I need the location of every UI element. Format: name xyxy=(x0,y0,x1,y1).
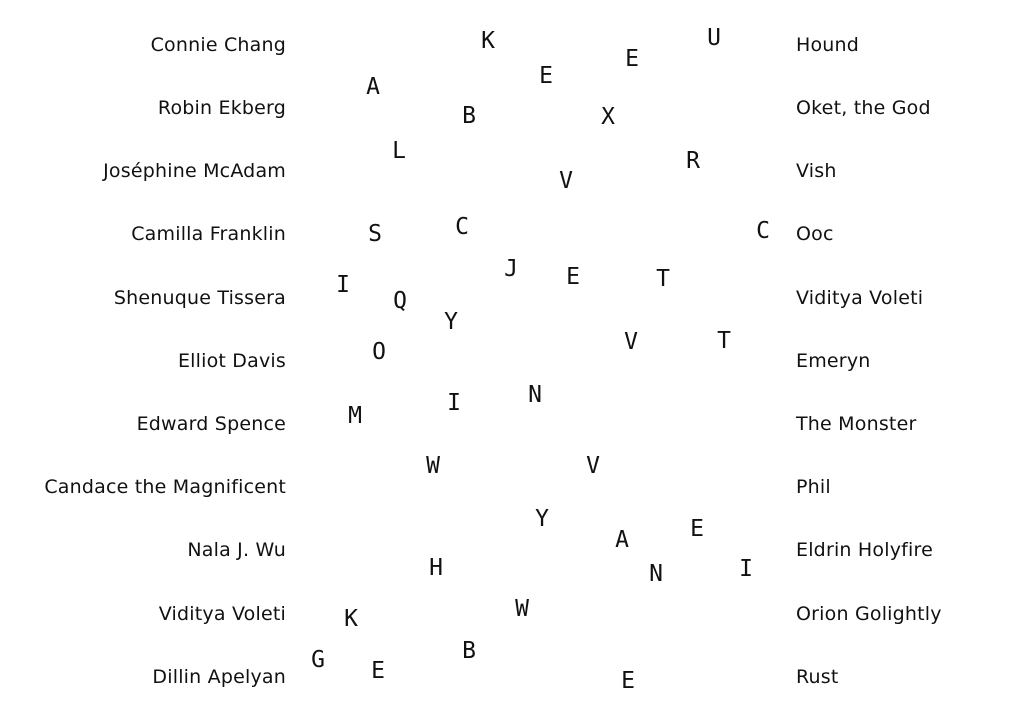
letter-tile[interactable]: T xyxy=(656,266,670,292)
left-name: Joséphine McAdam xyxy=(103,160,286,182)
letter-tile[interactable]: W xyxy=(426,453,440,479)
right-name: Viditya Voleti xyxy=(796,287,924,309)
letter-tile[interactable]: G xyxy=(311,647,325,673)
letter-tile[interactable]: A xyxy=(615,527,629,553)
right-name: Emeryn xyxy=(796,350,871,372)
left-name: Robin Ekberg xyxy=(157,97,286,119)
letter-tile[interactable]: R xyxy=(686,148,700,174)
letter-tile[interactable]: I xyxy=(739,556,753,582)
letter-tile[interactable]: I xyxy=(447,390,461,416)
right-name: Ooc xyxy=(796,223,834,245)
letter-tile[interactable]: V xyxy=(559,168,573,194)
letter-tile[interactable]: E xyxy=(371,658,385,684)
letter-tile[interactable]: J xyxy=(504,256,518,282)
letter-tile[interactable]: N xyxy=(528,382,542,408)
letter-tile[interactable]: E xyxy=(625,46,639,72)
left-name: Shenuque Tissera xyxy=(113,287,286,309)
left-name: Connie Chang xyxy=(150,34,286,56)
letter-tile[interactable]: B xyxy=(462,638,476,664)
letter-tile[interactable]: E xyxy=(566,264,580,290)
letter-tile[interactable]: U xyxy=(707,25,721,51)
letter-tile[interactable]: O xyxy=(372,339,386,365)
letter-tile[interactable]: H xyxy=(429,555,443,581)
letter-tile[interactable]: B xyxy=(462,103,476,129)
letter-tile[interactable]: I xyxy=(336,272,350,298)
letter-tile[interactable]: V xyxy=(586,453,600,479)
letter-tile[interactable]: E xyxy=(690,516,704,542)
letter-tile[interactable]: V xyxy=(624,329,638,355)
letter-tile[interactable]: N xyxy=(649,561,663,587)
right-name: Vish xyxy=(796,160,837,182)
letter-tile[interactable]: L xyxy=(392,138,406,164)
letter-tile[interactable]: M xyxy=(348,403,362,429)
left-name: Elliot Davis xyxy=(177,350,286,372)
left-name: Viditya Voleti xyxy=(158,603,286,625)
letter-tile[interactable]: K xyxy=(481,28,495,54)
right-name: Oket, the God xyxy=(796,97,931,119)
right-name: Phil xyxy=(796,476,831,498)
letter-tile[interactable]: T xyxy=(717,328,731,354)
letter-tile[interactable]: Q xyxy=(393,288,407,314)
left-name: Camilla Franklin xyxy=(131,223,286,245)
letter-tile[interactable]: K xyxy=(344,606,358,632)
left-name: Nala J. Wu xyxy=(187,539,286,561)
letter-tile[interactable]: X xyxy=(601,104,615,130)
letter-tile[interactable]: S xyxy=(368,221,382,247)
letter-tile[interactable]: E xyxy=(539,63,553,89)
letter-tile[interactable]: C xyxy=(756,218,770,244)
letter-tile[interactable]: A xyxy=(366,74,380,100)
right-name: Eldrin Holyfire xyxy=(796,539,934,561)
right-name: The Monster xyxy=(796,413,917,435)
left-name: Candace the Magnificent xyxy=(44,476,286,498)
left-name: Edward Spence xyxy=(136,413,286,435)
letter-tile[interactable]: Y xyxy=(535,506,549,532)
letter-tile[interactable]: Y xyxy=(444,309,458,335)
letter-tile[interactable]: C xyxy=(455,214,469,240)
left-name: Dillin Apelyan xyxy=(152,666,286,688)
right-name: Rust xyxy=(796,666,839,688)
letter-tile[interactable]: E xyxy=(621,668,635,694)
letter-tile[interactable]: W xyxy=(515,596,529,622)
right-name: Hound xyxy=(796,34,860,56)
right-name: Orion Golightly xyxy=(796,603,942,625)
